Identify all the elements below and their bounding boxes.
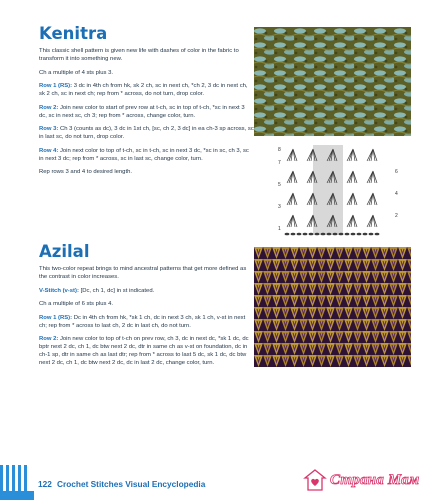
azilal-title: Azilal [39,242,90,261]
kenitra-title: Kenitra [39,24,108,43]
row-number: 6 [395,169,398,175]
book-title: Crochet Stitches Visual Encyclopedia [57,479,206,489]
azilal-swatch-image [254,247,411,367]
row-number: 5 [278,182,281,188]
kenitra-row-3 [39,125,254,141]
kenitra-swatch-image [254,27,411,136]
azilal-section [39,242,254,373]
row-number: 4 [395,191,398,197]
row-number: 2 [395,213,398,219]
kenitra-intro: This classic shell pattern is given new life with dashes of color in the fabric to transform it into something new. [39,48,239,63]
azilal-definition [39,287,254,295]
row-number: 1 [278,226,281,232]
row-number: 3 [278,204,281,210]
row-text: Ch 3 (counts as dc), 3 dc in 1st ch, [sc, ch 2, 3 dc] in ea ch-3 sp across, sc in last sc, do not turn, drop color. [39,126,254,141]
row-label: Row 2: [39,104,59,111]
row-number: 8 [278,147,281,153]
azilal-row-1 [39,314,254,330]
kenitra-row-4 [39,147,254,163]
kenitra-section [39,24,254,182]
azilal-swatch-photo [254,247,411,367]
site-logo-icon [301,466,329,494]
kenitra-row-1 [39,82,254,98]
stitch-chart [277,143,407,238]
watermark-text: Страна Мам [330,472,420,488]
azilal-row-2 [39,335,254,367]
row-text: Dc in 4th ch from hk, *sk 1 ch, dc in next 3 ch, sk 1 ch, v-st in next ch; rep from * across to last ch, 2 dc in last ch, do not turn. [39,314,246,329]
azilal-multiple: Ch a multiple of 6 sts plus 4. [39,301,113,308]
row-text: Join next color to top of t-ch, sc in t-ch, sc in next 3 dc, *sc in sc, ch 3, sc in next 3 dc; rep from * across, sc in last sc, change color, turn. [39,147,249,162]
row-text: Join new color to start of prev row at t-ch, sc in top of t-ch, *sc in next 3 dc, sc in next sc, ch 3; rep from * across, change color, turn. [39,104,245,119]
row-label: Row 3: [39,126,59,133]
row-number: 7 [278,160,281,166]
row-label: Row 4: [39,147,59,154]
definition-text: [Dc, ch 1, dc] in st indicated. [78,287,155,294]
row-text: Join new color to top of t-ch on prev row, ch 3, dc in next dc, *sk 1 dc, dc bptr next 2 dc, ch 1, dc btw next 2 dc, dtr in same ch as v-st on foundation, dc in ch-1 sp, dtr in same ch as last dtr; rep from * across to last 5 dc, sk 1 dc, dc btw next 2 dc, ch 1, dc btw next 2 dc, dc in last 2 dc, change color, turn. [39,336,249,367]
azilal-intro: This two-color repeat brings to mind ancestral patterns that get more defined as the contrast in color increases. [39,266,247,281]
definition-label: V-Stitch (v-st): [39,287,79,294]
page-number: 122 [38,479,52,489]
kenitra-row-2 [39,104,254,120]
row-label: Row 2: [39,336,59,343]
row-label: Row 1 (RS): [39,314,73,321]
kenitra-swatch-photo [254,27,411,136]
row-label: Row 1 (RS): [39,83,73,90]
kenitra-multiple: Ch a multiple of 4 sts plus 3. [39,69,113,76]
row-text: 3 dc in 4th ch from hk, sk 2 ch, sc in next ch, *ch 2, 3 dc in next ch, sk 2 ch, sc in next ch; rep from * across, do not turn, drop color. [39,83,248,98]
kenitra-stitch-diagram [277,143,407,238]
kenitra-note: Rep rows 3 and 4 to desired length. [39,169,132,176]
